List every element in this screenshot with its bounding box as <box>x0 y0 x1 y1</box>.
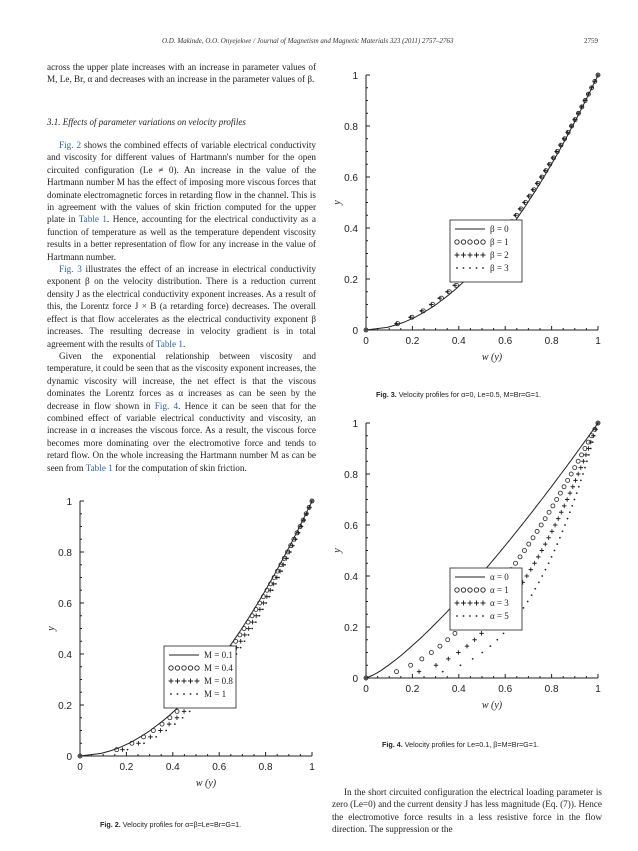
y-tick-label: 0.8 <box>344 470 358 481</box>
legend-label: M = 1 <box>204 689 227 699</box>
series-point <box>287 557 289 559</box>
legend-label: M = 0.1 <box>204 650 233 660</box>
series-point <box>579 465 583 469</box>
series-point <box>551 504 555 508</box>
x-tick-label: 0.6 <box>498 336 513 347</box>
y-axis-label: y <box>332 200 343 205</box>
fig3-caption-text: Velocity profiles for α=0, Le=0.5, M=Br=G=1. <box>398 390 541 399</box>
series-point <box>246 620 250 624</box>
series-point <box>536 555 540 559</box>
figure-4 <box>330 404 600 724</box>
y-tick-label: 1 <box>66 497 72 508</box>
series-point <box>580 453 584 457</box>
series-point <box>531 594 533 596</box>
paragraph-2 <box>47 263 316 350</box>
series-point <box>541 575 543 577</box>
series-point <box>564 524 566 526</box>
p3-text: Given the exponential relationship between viscosity and temperature, it could be seen that as the viscosity exponent increases, the dynamic viscosity will increase, the net effect is that the viscous dominates the Lorentz forces as α increases as can be seen by the decrease in flow shown in <box>47 350 316 411</box>
series-point <box>592 441 594 443</box>
series-point <box>284 564 286 566</box>
series-point <box>503 632 505 634</box>
y-tick-label: 0.4 <box>58 650 72 661</box>
figure-3 <box>330 56 600 376</box>
series-point <box>588 454 590 456</box>
fig2-caption-text: Velocity profiles for α=β=Le=Br=G=1. <box>122 820 242 829</box>
series-point <box>238 639 242 643</box>
series-point <box>303 519 305 521</box>
x-tick-label: 1 <box>595 684 601 695</box>
series-point <box>365 329 367 331</box>
series-point <box>127 749 129 751</box>
legend-label: M = 0.8 <box>204 676 233 686</box>
series-point <box>577 112 579 114</box>
series-point <box>531 189 533 191</box>
series-point <box>295 538 297 540</box>
legend-label: β = 1 <box>490 237 509 247</box>
left-body <box>47 139 316 474</box>
series-point <box>553 523 557 527</box>
series-point <box>120 747 124 751</box>
series-point <box>496 639 498 641</box>
series-point <box>535 529 539 533</box>
series-point <box>535 182 537 184</box>
y-tick-label: 0.6 <box>344 173 358 184</box>
series-point <box>489 645 491 647</box>
figure-2-caption <box>100 820 241 829</box>
series-point <box>587 93 589 95</box>
series-point <box>309 506 311 508</box>
x-tick-label: 0.6 <box>212 762 227 773</box>
series-point <box>438 297 440 299</box>
series-point <box>446 638 450 642</box>
series-point <box>543 517 547 521</box>
series-point <box>446 657 450 661</box>
legend-swatch <box>190 693 192 695</box>
fig3-svg <box>330 56 600 376</box>
series-point <box>269 596 271 598</box>
series-point <box>460 664 462 666</box>
fig4-caption-label: Fig. 4. <box>382 740 403 749</box>
series-point <box>562 530 564 532</box>
y-tick-label: 0.6 <box>58 599 72 610</box>
x-tick-label: 0.4 <box>165 762 180 773</box>
series-point <box>259 615 261 617</box>
series-point <box>565 497 569 501</box>
y-tick-label: 0.2 <box>344 275 358 286</box>
series-point <box>568 491 572 495</box>
series-point <box>562 504 566 508</box>
paragraph-3 <box>47 350 316 474</box>
x-axis-label: w (y) <box>481 352 503 363</box>
series-line <box>80 501 312 756</box>
legend-swatch <box>469 615 471 617</box>
x-tick-label: 0.8 <box>258 762 273 773</box>
series-point <box>573 478 577 482</box>
series-point <box>545 569 547 571</box>
fig3-caption-label: Fig. 3. <box>376 390 397 399</box>
y-tick-label: 0.2 <box>344 623 358 634</box>
series-point <box>255 621 257 623</box>
series-point <box>518 208 520 210</box>
x-tick-label: 1 <box>595 336 601 347</box>
series-point <box>465 644 469 648</box>
series-point <box>550 529 554 533</box>
series-point <box>534 588 536 590</box>
legend-label: β = 0 <box>490 224 509 234</box>
y-tick-label: 0 <box>352 326 358 337</box>
series-point <box>555 498 559 502</box>
p3-mid: . Hence it can be seen that for the combined effect of variable electrical conductivity and viscosity, an increase in α increases the viscous force. As a result, the viscous force becomes more dominating over the electromotive force and tends to retard flow. On the whole increasing the Hartmann number M as can be seen from <box>47 400 316 473</box>
x-tick-label: 0.2 <box>405 684 420 695</box>
series-point <box>272 589 274 591</box>
series-point <box>590 448 592 450</box>
link-fig4[interactable]: Fig. 4 <box>154 400 179 411</box>
legend-label: α = 5 <box>490 611 509 621</box>
series-point <box>581 459 585 463</box>
link-table1-b[interactable]: Table 1 <box>155 338 183 349</box>
x-tick-label: 0 <box>77 762 83 773</box>
series-point <box>456 650 460 654</box>
series-point <box>429 304 431 306</box>
series-point <box>584 453 588 457</box>
series-point <box>555 151 557 153</box>
series-point <box>518 555 522 559</box>
y-tick-label: 0.8 <box>344 122 358 133</box>
x-tick-label: 0.4 <box>451 684 466 695</box>
series-point <box>574 499 576 501</box>
series-point <box>301 526 303 528</box>
series-point <box>445 291 447 293</box>
series-point <box>584 467 586 469</box>
fig2-svg <box>44 482 314 802</box>
series-point <box>591 87 593 89</box>
series-point <box>165 730 167 732</box>
y-tick-label: 0.6 <box>344 521 358 532</box>
series-point <box>417 669 421 673</box>
series-point <box>395 670 399 674</box>
series-point <box>408 316 410 318</box>
right-column-text <box>332 786 602 836</box>
y-tick-label: 0.8 <box>58 548 72 559</box>
y-tick-label: 1 <box>352 419 358 430</box>
series-point <box>438 644 442 648</box>
legend-swatch <box>476 267 478 269</box>
series-point <box>559 144 561 146</box>
series-point <box>578 486 580 488</box>
series-point <box>174 723 176 725</box>
legend-swatch <box>463 615 465 617</box>
series-point <box>569 511 571 513</box>
fig4-caption-text: Velocity profiles for Le=0.1, β=M=Br=G=1. <box>404 740 539 749</box>
x-tick-label: 1 <box>309 762 315 773</box>
series-point <box>523 607 525 609</box>
link-fig3[interactable]: Fig. 3 <box>59 264 82 275</box>
series-point <box>250 620 254 624</box>
x-axis-label: w (y) <box>481 700 503 711</box>
series-point <box>298 532 300 534</box>
series-point <box>275 583 277 585</box>
series-point <box>566 131 568 133</box>
legend-swatch <box>170 693 172 695</box>
figure-2 <box>44 482 314 802</box>
series-point <box>597 74 599 76</box>
series-point <box>238 633 242 637</box>
legend-swatch <box>476 615 478 617</box>
legend-label: M = 0.4 <box>204 663 233 673</box>
series-point <box>365 677 367 679</box>
series-point <box>569 472 573 476</box>
series-point <box>242 627 246 631</box>
series-line <box>366 423 598 678</box>
series-point <box>442 671 444 673</box>
x-axis-label: w (y) <box>195 778 217 789</box>
series-point <box>265 594 269 598</box>
series-point <box>522 549 526 553</box>
legend-swatch <box>456 615 458 617</box>
series-point <box>419 310 421 312</box>
series-point <box>243 633 247 637</box>
series-point <box>481 652 483 654</box>
series-point <box>513 214 515 216</box>
legend-label: α = 1 <box>490 585 509 595</box>
series-point <box>472 658 474 660</box>
y-tick-label: 1 <box>352 71 358 82</box>
p1-text: shows the combined effects of variable electrical conductivity and viscosity for different values of Hartmann's number for the open circuited configuration (Le ≠ 0). An increase in the value of the Hartmann number M has the effect of imposing more viscous forces that dominate electromagnetic forces in retarding flow in the channel. This is in agreement with the values of skin friction computed for the upper plate in <box>47 140 316 225</box>
series-point <box>538 581 540 583</box>
series-point <box>567 518 569 520</box>
legend-label: α = 3 <box>490 598 509 608</box>
series-point <box>240 647 242 649</box>
fig4-svg <box>330 404 600 724</box>
x-tick-label: 0.8 <box>544 336 559 347</box>
series-point <box>556 543 558 545</box>
series-point <box>594 80 596 82</box>
series-point <box>539 523 543 527</box>
y-tick-label: 0.2 <box>58 701 72 712</box>
series-point <box>554 550 556 552</box>
legend-swatch <box>183 693 185 695</box>
series-point <box>234 639 238 643</box>
series-point <box>594 435 596 437</box>
series-point <box>543 542 547 546</box>
section-title: 3.1. Effects of parameter variations on velocity profiles <box>47 117 246 127</box>
series-point <box>522 202 524 204</box>
series-point <box>290 551 292 553</box>
series-point <box>158 728 162 732</box>
series-point <box>547 163 549 165</box>
series-point <box>580 106 582 108</box>
series-point <box>258 607 262 611</box>
figure-4-caption <box>382 740 539 749</box>
series-point <box>175 709 179 713</box>
series-point <box>189 710 191 712</box>
y-tick-label: 0.4 <box>344 572 358 583</box>
link-fig2[interactable]: Fig. 2 <box>59 140 82 150</box>
series-point <box>420 657 424 661</box>
running-header <box>0 37 638 51</box>
x-tick-label: 0 <box>363 336 369 347</box>
series-point <box>559 510 563 514</box>
series-point <box>148 735 152 739</box>
series-point <box>293 545 295 547</box>
series-point <box>409 663 413 667</box>
series-point <box>547 510 551 514</box>
series-point <box>278 577 280 579</box>
series-point <box>551 556 553 558</box>
legend-label: β = 2 <box>490 250 509 260</box>
p2-text: illustrates the effect of an increase in electrical conductivity exponent β on the velocity distribution. There is a reduction current density J as the electrical conductivity exponent increases. As a result of this, the Lorentz force J × B (a retarding force) decreases. The overall effect is that flow accelerates as the electrical conductivity exponent β increases. The resulting decrease in velocity gradient is in total agreement with the results of <box>47 264 316 349</box>
series-point <box>168 716 172 720</box>
series-point <box>248 634 250 636</box>
series-point <box>453 631 457 635</box>
series-point <box>265 602 267 604</box>
legend-swatch <box>482 267 484 269</box>
series-point <box>571 505 573 507</box>
x-tick-label: 0.2 <box>405 336 420 347</box>
series-point <box>551 157 553 159</box>
page-number: 2759 <box>584 37 598 45</box>
series-point <box>566 478 570 482</box>
paragraph-1 <box>47 139 316 263</box>
p1-tail: . Hence, accounting for the electrical conductivity as a function of temperature as well as the temperature dependent viscosity results in a better representation of flow for any increase in the value of Hartmann number. <box>47 214 316 262</box>
series-point <box>429 651 433 655</box>
series-point <box>539 176 541 178</box>
series-point <box>582 473 584 475</box>
series-point <box>250 614 254 618</box>
y-tick-label: 0 <box>66 752 72 763</box>
series-line <box>366 75 598 330</box>
legend-swatch <box>469 267 471 269</box>
legend-swatch <box>463 267 465 269</box>
series-point <box>597 422 599 424</box>
series-point <box>143 742 145 744</box>
series-point <box>584 100 586 102</box>
series-point <box>261 601 265 605</box>
series-point <box>527 601 529 603</box>
p2-end: . <box>182 338 186 349</box>
series-point <box>529 567 533 571</box>
series-point <box>79 755 81 757</box>
series-point <box>182 717 184 719</box>
series-point <box>540 548 544 552</box>
series-point <box>175 716 179 720</box>
series-point <box>573 466 577 470</box>
series-point <box>246 626 250 630</box>
bottom-paragraph: In the short circuited configuration the electrical loading parameter is zero (Le=0) and the current density J has less magnitude (Eq. (7)). Hence the electromotive force results in a less resistive force in the flow direction. The suppression or the <box>332 787 602 835</box>
legend-label: β = 3 <box>490 263 509 273</box>
series-point <box>514 561 518 565</box>
y-tick-label: 0.4 <box>344 224 358 235</box>
series-point <box>472 638 476 642</box>
series-point <box>573 119 575 121</box>
y-axis-label: y <box>46 626 57 631</box>
series-point <box>311 500 313 502</box>
link-table1-c[interactable]: Table 1 <box>85 462 113 473</box>
series-point <box>546 536 550 540</box>
fig2-caption-label: Fig. 2. <box>100 820 121 829</box>
x-tick-label: 0.2 <box>119 762 134 773</box>
series-point <box>595 428 597 430</box>
series-point <box>576 459 580 463</box>
series-point <box>527 542 531 546</box>
series-point <box>262 608 264 610</box>
series-point <box>155 736 157 738</box>
series-point <box>151 729 155 733</box>
series-point <box>576 492 578 494</box>
series-point <box>525 574 529 578</box>
legend-swatch <box>482 615 484 617</box>
series-point <box>142 735 146 739</box>
series-point <box>563 138 565 140</box>
intro-text: across the upper plate increases with an increase in parameter values of M, Le, Br, α and decreases with an increase in the parameter values of β. <box>47 62 316 85</box>
series-point <box>160 722 164 726</box>
series-point <box>576 472 580 476</box>
series-point <box>556 516 560 520</box>
figure-3-caption <box>376 390 541 399</box>
series-point <box>254 614 258 618</box>
series-point <box>571 485 575 489</box>
series-point <box>543 170 545 172</box>
series-point <box>281 570 283 572</box>
y-tick-label: 0 <box>352 674 358 685</box>
series-point <box>580 479 582 481</box>
series-point <box>182 709 186 713</box>
series-point <box>559 537 561 539</box>
legend-label: α = 0 <box>490 572 509 582</box>
series-point <box>527 195 529 197</box>
link-table1[interactable]: Table 1 <box>78 214 107 225</box>
legend-swatch <box>177 693 179 695</box>
series-point <box>394 323 396 325</box>
series-point <box>251 628 253 630</box>
x-tick-label: 0.8 <box>544 684 559 695</box>
y-axis-label: y <box>332 548 343 553</box>
series-point <box>479 631 483 635</box>
header-citation: O.D. Makinde, O.O. Onyejekwe / Journal of Magnetism and Magnetic Materials 323 (2011) 2757–2763 <box>162 37 454 45</box>
series-point <box>548 562 550 564</box>
x-tick-label: 0.6 <box>498 684 513 695</box>
series-point <box>453 284 455 286</box>
series-point <box>558 491 562 495</box>
x-tick-label: 0.4 <box>451 336 466 347</box>
p3-end: for the computation of skin friction. <box>112 462 247 473</box>
x-tick-label: 0 <box>363 684 369 695</box>
series-point <box>531 536 535 540</box>
series-point <box>562 485 566 489</box>
series-point <box>434 663 438 667</box>
intro-paragraph <box>47 61 316 86</box>
series-point <box>570 125 572 127</box>
series-point <box>306 513 308 515</box>
legend-swatch <box>196 693 198 695</box>
series-point <box>244 640 246 642</box>
series-point <box>532 561 536 565</box>
series-point <box>136 741 140 745</box>
series-point <box>586 460 588 462</box>
series-point <box>167 722 171 726</box>
legend-swatch <box>456 267 458 269</box>
